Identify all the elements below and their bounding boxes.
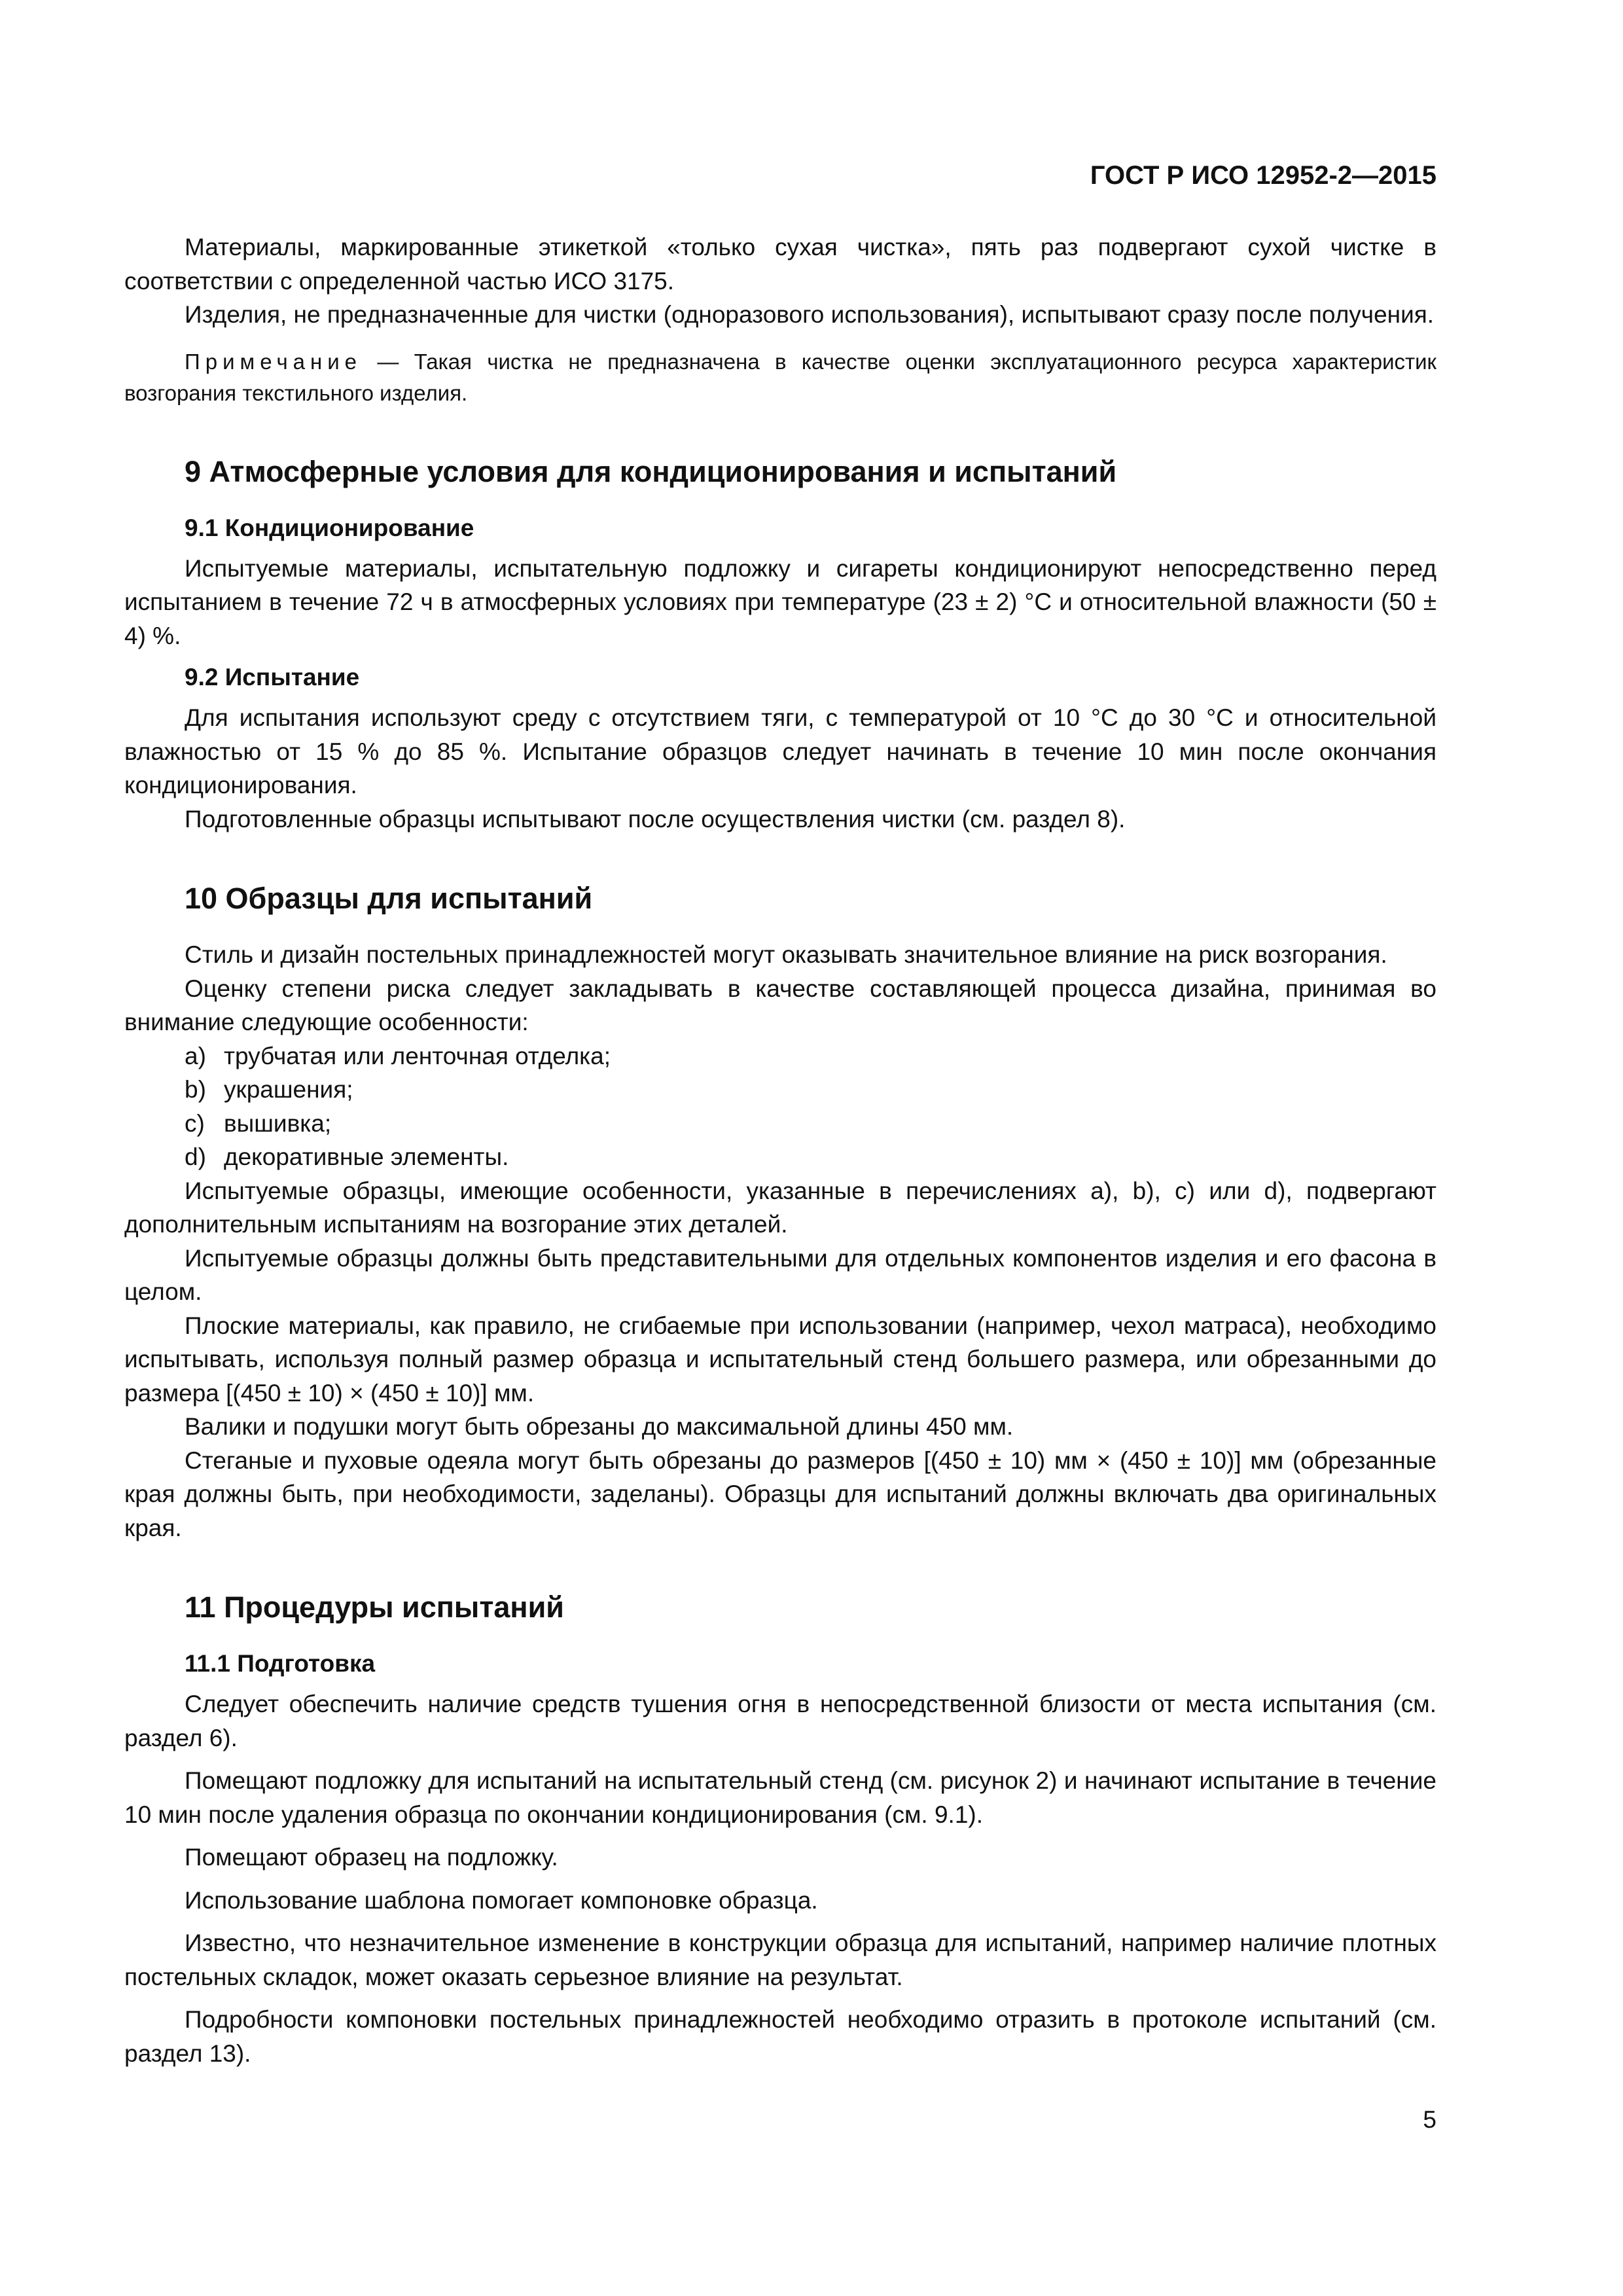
section-11-title: 11 Процедуры испытаний <box>185 1590 564 1624</box>
section-10-paragraph-5: Плоские материалы, как правило, не сгибаемые при использовании (например, чехол матраса), необходимо испытывать, используя полный размер образца и испытательный стенд большего размера, или обрезанными до размера [(450 ± 10) × (450 ± 10)] мм. <box>124 1312 1436 1407</box>
intro-paragraph-2: Изделия, не предназначенные для чистки (одноразового использования), испытывают сразу после получения. <box>185 301 1435 328</box>
section-10-paragraph-3: Испытуемые образцы, имеющие особенности, указанные в перечислениях а), b), с) или d), подвергают дополнительным испытаниям на возгорание этих деталей. <box>124 1177 1436 1238</box>
document-id-header: ГОСТ Р ИСО 12952-2—2015 <box>1090 161 1436 190</box>
section-11-1-paragraph-2: Помещают подложку для испытаний на испытательный стенд (см. рисунок 2) и начинают испытание в течение 10 мин после удаления образца по окончании кондиционирования (см. 9.1). <box>124 1767 1436 1828</box>
section-10-paragraph-1: Стиль и дизайн постельных принадлежностей могут оказывать значительное влияние на риск возгорания. <box>185 941 1387 968</box>
note-label: Примечание <box>185 349 363 374</box>
section-9-1-title: 9.1 Кондиционирование <box>185 514 474 541</box>
list-item <box>185 1107 1436 1141</box>
list-item-text: украшения; <box>224 1076 353 1103</box>
section-10-paragraph-4: Испытуемые образцы должны быть представительными для отдельных компонентов изделия и его фасона в целом. <box>124 1244 1436 1305</box>
list-marker: b) <box>185 1076 206 1103</box>
features-list <box>124 1039 1436 1174</box>
list-item <box>185 1039 1436 1073</box>
list-marker: a) <box>185 1042 206 1069</box>
section-9-2-paragraph-1: Для испытания используют среду с отсутствием тяги, с температурой от 10 °С до 30 °С и относительной влажностью от 15 % до 85 %. Испытание образцов следует начинать в течение 10 мин после окончания кондиционирования. <box>124 704 1436 798</box>
section-9-1-paragraph: Испытуемые материалы, испытательную подложку и сигареты кондиционируют непосредственно перед испытанием в течение 72 ч в атмосферных условиях при температуре (23 ± 2) °С и относительной влажности (50 ± 4) %. <box>124 554 1436 649</box>
section-9-2-title: 9.2 Испытание <box>185 664 360 691</box>
list-item-text: декоративные элементы. <box>224 1143 509 1170</box>
list-item-text: трубчатая или ленточная отделка; <box>224 1042 611 1069</box>
section-10-paragraph-6: Валики и подушки могут быть обрезаны до максимальной длины 450 мм. <box>185 1413 1014 1440</box>
intro-paragraph-1: Материалы, маркированные этикеткой «только сухая чистка», пять раз подвергают сухой чистке в соответствии с определенной частью ИСО 3175. <box>124 234 1436 295</box>
section-11-1-paragraph-4: Использование шаблона помогает компоновке образца. <box>185 1886 818 1914</box>
section-11-1-paragraph-1: Следует обеспечить наличие средств тушения огня в непосредственной близости от места испытания (см. раздел 6). <box>124 1691 1436 1751</box>
section-10-title: 10 Образцы для испытаний <box>185 882 593 915</box>
section-9-2-paragraph-2: Подготовленные образцы испытывают после осуществления чистки (см. раздел 8). <box>185 805 1126 833</box>
page-content <box>124 230 1436 2070</box>
list-item <box>185 1140 1436 1174</box>
section-11-1-paragraph-6: Подробности компоновки постельных принадлежностей необходимо отразить в протоколе испытаний (см. раздел 13). <box>124 2006 1436 2067</box>
section-10-paragraph-2: Оценку степени риска следует закладывать в качестве составляющей процесса дизайна, принимая во внимание следующие особенности: <box>124 975 1436 1035</box>
list-item-text: вышивка; <box>224 1109 332 1137</box>
section-11-1-paragraph-5: Известно, что незначительное изменение в конструкции образца для испытаний, например наличие плотных постельных складок, может оказать серьезное влияние на результат. <box>124 1929 1436 1990</box>
section-11-1-paragraph-3: Помещают образец на подложку. <box>185 1844 558 1871</box>
list-marker: c) <box>185 1109 205 1137</box>
section-11-1-title: 11.1 Подготовка <box>185 1650 376 1677</box>
note-text: — Такая чистка не предназначена в качестве оценки эксплуатационного ресурса характеристик возгорания текстильного изделия. <box>124 349 1436 405</box>
list-marker: d) <box>185 1143 206 1170</box>
page-number: 5 <box>1423 2106 1436 2133</box>
note <box>124 346 1436 409</box>
section-9-title: 9 Атмосферные условия для кондиционирования и испытаний <box>185 454 1117 488</box>
section-10-paragraph-7: Стеганые и пуховые одеяла могут быть обрезаны до размеров [(450 ± 10) мм × (450 ± 10)] мм (обрезанные края должны быть, при необходимости, заделаны). Образцы для испытаний должны включать два оригинальных края. <box>124 1446 1436 1541</box>
list-item <box>185 1073 1436 1107</box>
